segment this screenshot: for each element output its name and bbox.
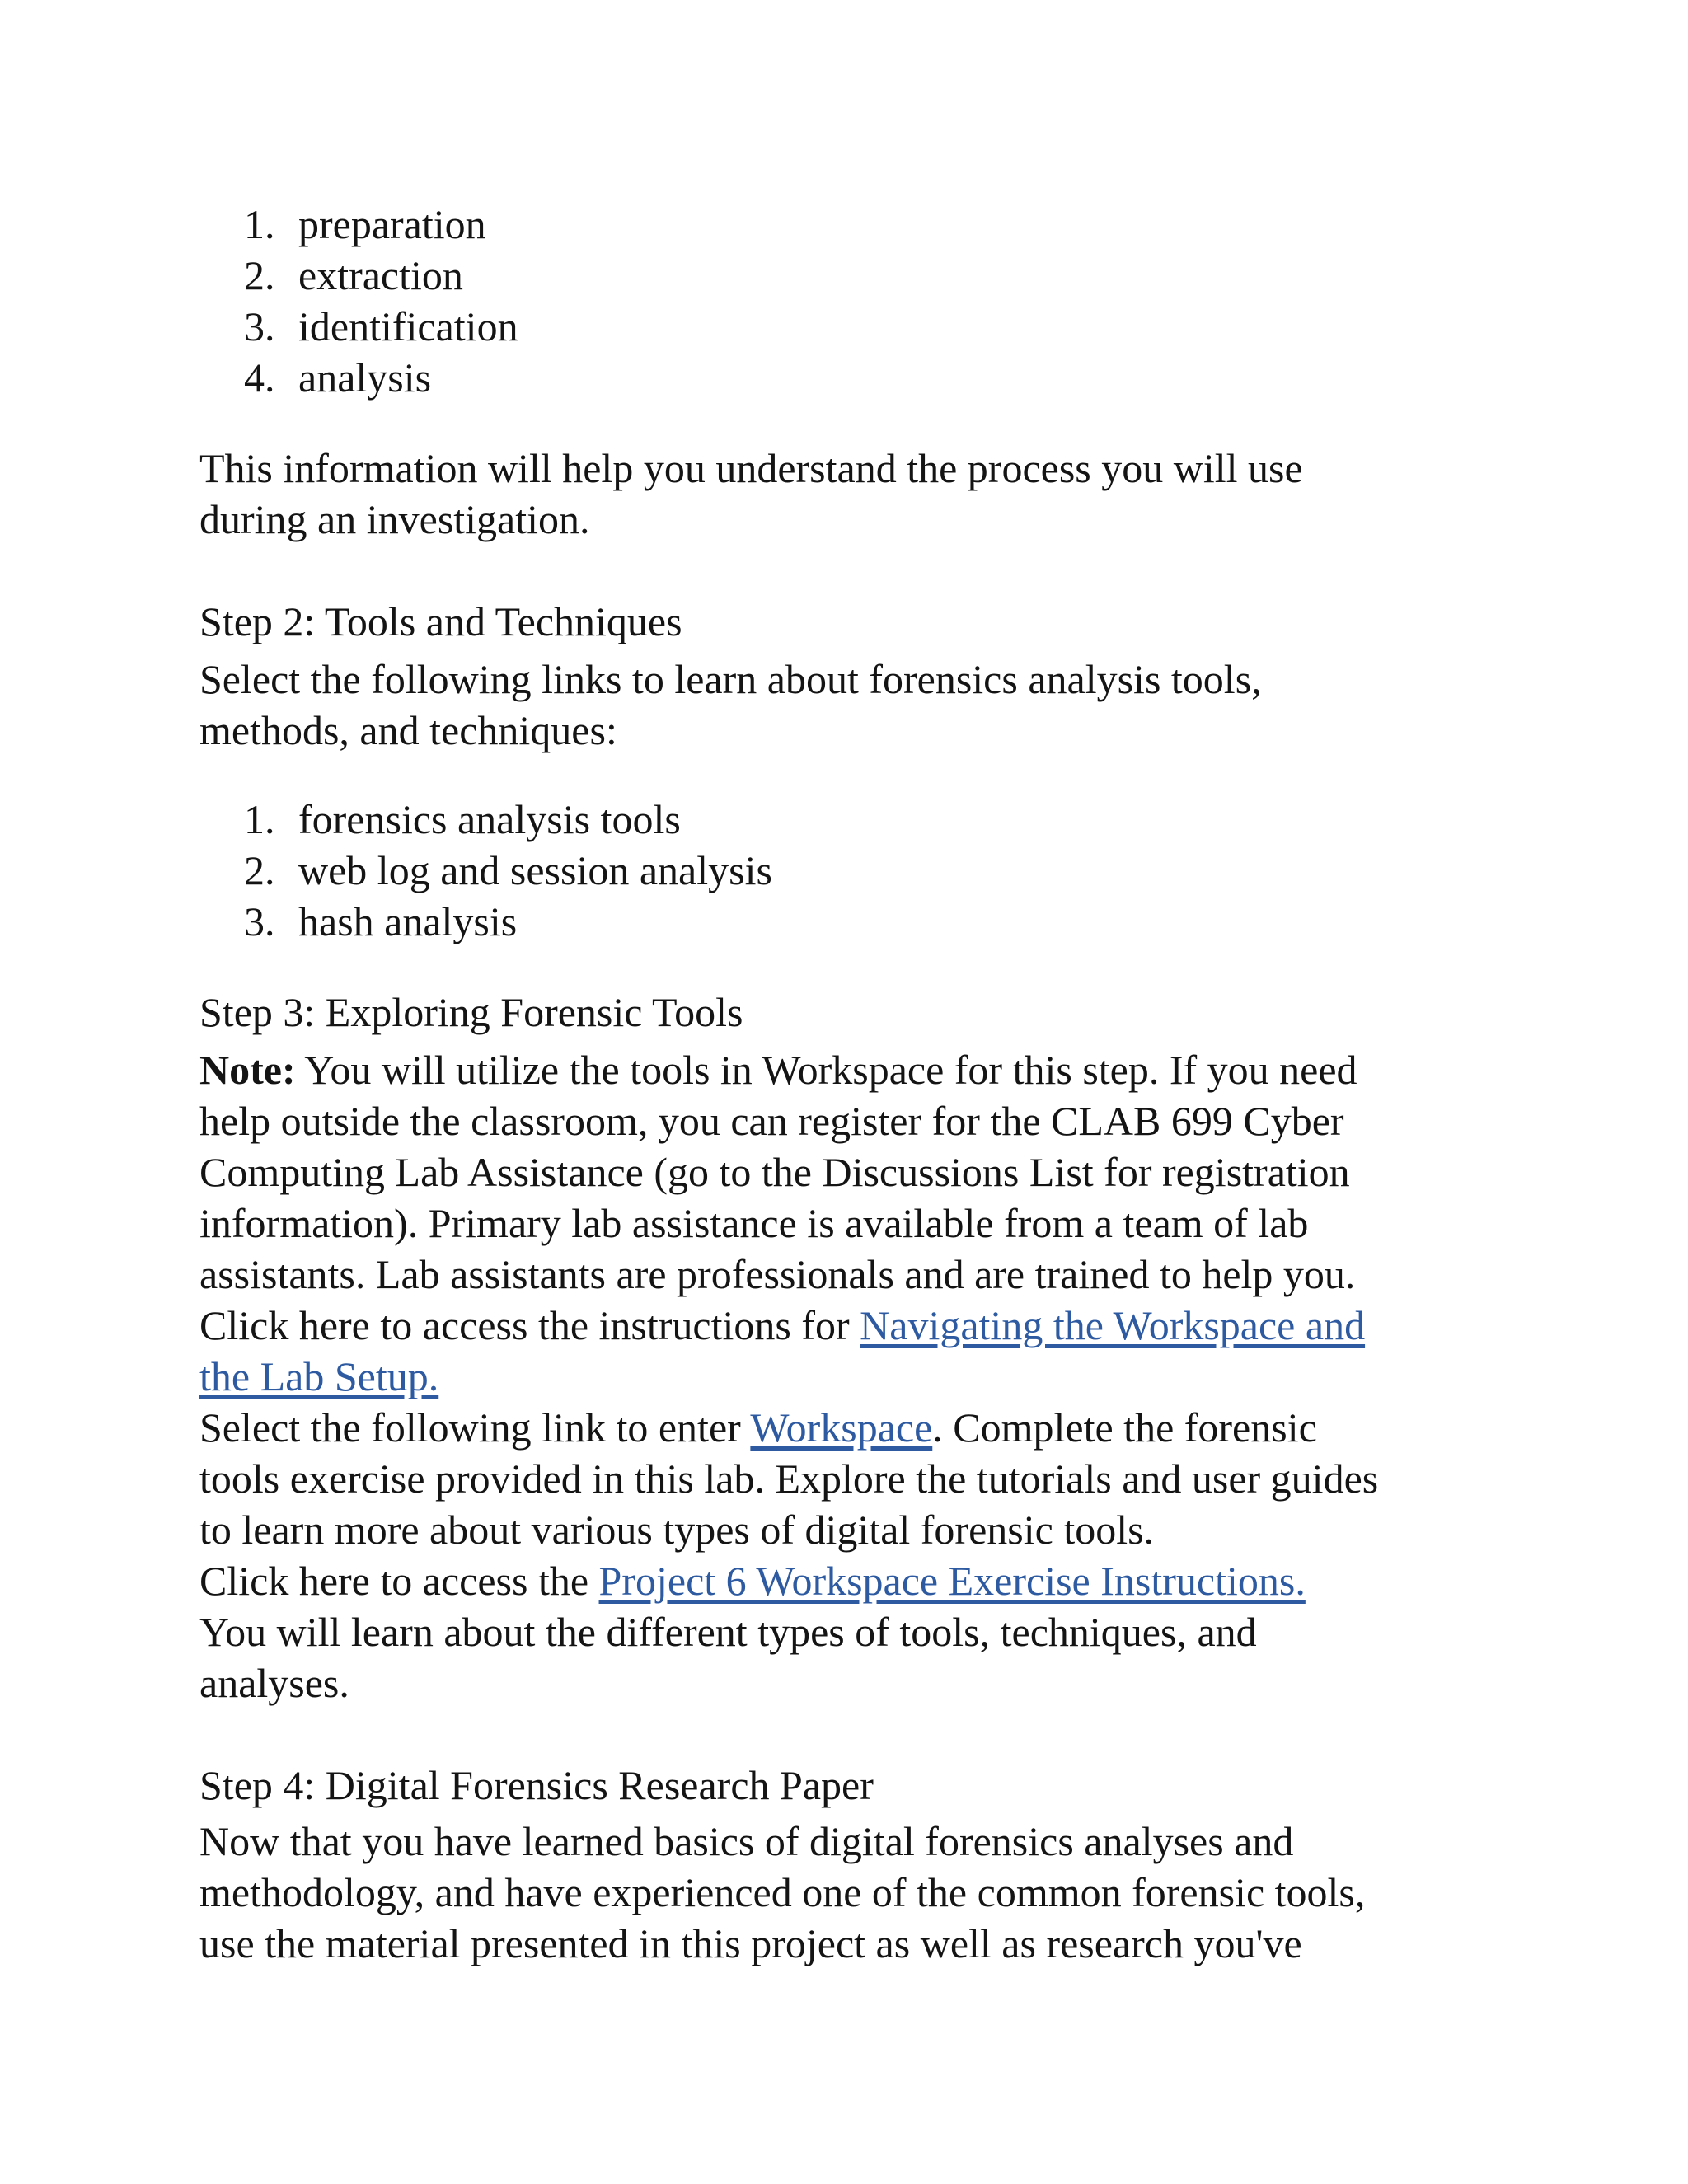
step4-heading: Step 4: Digital Forensics Research Paper <box>199 1762 874 1808</box>
text-line: You will utilize the tools in Workspace for this step. If you need <box>295 1047 1357 1093</box>
text-line: Select the following link to enter <box>199 1404 751 1451</box>
navigating-workspace-link[interactable]: Navigating the Workspace and <box>860 1302 1366 1348</box>
step3-paragraph <box>199 1044 1485 1708</box>
text-line: tools exercise provided in this lab. Explore the tutorials and user guides <box>199 1455 1379 1502</box>
list-item <box>199 896 1485 947</box>
text-line: analyses. <box>199 1660 349 1706</box>
list-item-text: identification <box>298 303 518 349</box>
step4-paragraph <box>199 1816 1485 1969</box>
text-line: Now that you have learned basics of digital forensics analyses and <box>199 1818 1294 1864</box>
text-line: help outside the classroom, you can register for the CLAB 699 Cyber <box>199 1098 1344 1144</box>
list-item-text: extraction <box>298 252 463 298</box>
step1-summary-paragraph <box>199 443 1485 545</box>
text-line: assistants. Lab assistants are professionals and are trained to help you. <box>199 1251 1356 1297</box>
list-number: 2. <box>244 252 275 298</box>
list-item-text: hash analysis <box>298 898 518 944</box>
step2-links-list <box>199 794 1485 947</box>
text-line: methods, and techniques: <box>199 707 617 753</box>
list-item <box>199 845 1485 896</box>
text-line: This information will help you understand the process you will use <box>199 445 1303 491</box>
list-item <box>199 301 1485 352</box>
list-item <box>199 794 1485 845</box>
list-number: 2. <box>244 847 275 893</box>
exercise-instructions-link[interactable]: Project 6 Workspace Exercise Instructions. <box>598 1558 1306 1604</box>
text-line: during an investigation. <box>199 496 590 542</box>
text-line: . Complete the forensic <box>932 1404 1317 1451</box>
text-line: Computing Lab Assistance (go to the Discussions List for registration <box>199 1149 1350 1195</box>
text-line: information). Primary lab assistance is available from a team of lab <box>199 1200 1309 1246</box>
list-item-text: analysis <box>298 354 432 401</box>
text-line: Select the following links to learn about forensics analysis tools, <box>199 656 1262 702</box>
list-number: 3. <box>244 898 275 944</box>
document-content <box>199 199 1485 1969</box>
list-number: 1. <box>244 201 275 247</box>
list-item <box>199 250 1485 301</box>
text-line: You will learn about the different types of tools, techniques, and <box>199 1609 1257 1655</box>
text-line: use the material presented in this project as well as research you've <box>199 1920 1302 1966</box>
text-line: to learn more about various types of digital forensic tools. <box>199 1507 1155 1553</box>
navigating-workspace-link-continued[interactable]: the Lab Setup. <box>199 1353 439 1399</box>
list-item <box>199 352 1485 403</box>
text-line: Click here to access the <box>199 1558 599 1604</box>
list-item-text: web log and session analysis <box>298 847 772 893</box>
workspace-link[interactable]: Workspace <box>750 1404 933 1451</box>
step2-heading: Step 2: Tools and Techniques <box>199 598 682 644</box>
note-label: Note: <box>199 1047 296 1093</box>
list-number: 4. <box>244 354 275 401</box>
step3-heading: Step 3: Exploring Forensic Tools <box>199 989 743 1035</box>
step1-process-list <box>199 199 1485 403</box>
text-line: Click here to access the instructions for <box>199 1302 860 1348</box>
list-number: 3. <box>244 303 275 349</box>
list-item-text: forensics analysis tools <box>298 796 681 842</box>
list-number: 1. <box>244 796 275 842</box>
list-item <box>199 199 1485 250</box>
step2-intro-paragraph <box>199 654 1485 756</box>
text-line: methodology, and have experienced one of the common forensic tools, <box>199 1869 1366 1915</box>
list-item-text: preparation <box>298 201 486 247</box>
